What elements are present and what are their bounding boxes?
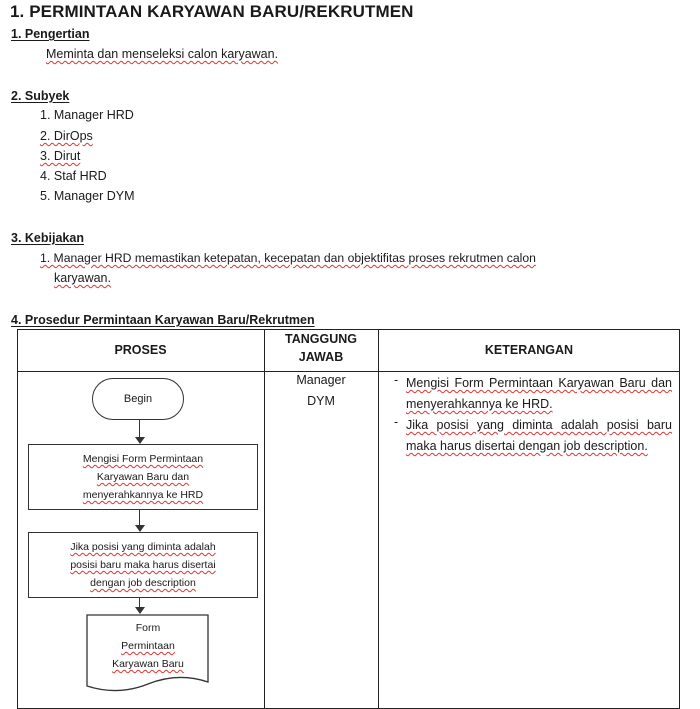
flow-begin-terminator: Begin — [92, 378, 184, 420]
pj-line1: Manager — [296, 373, 346, 387]
flow-step-mengisi-form: Mengisi Form Permintaan Karyawan Baru dan menyerahkannya ke HRD — [28, 444, 258, 510]
keterangan-item: Jika posisi yang diminta adalah posisi baru maka harus disertai dengan job description. — [406, 418, 672, 453]
section-pengertian-heading: 1. Pengertian — [11, 27, 90, 41]
table-header-divider — [17, 371, 680, 372]
subyek-item: 2. DirOps — [40, 129, 93, 143]
header-tanggung-jawab-line2: JAWAB — [298, 350, 344, 364]
document-title: 1. PERMINTAAN KARYAWAN BARU/REKRUTMEN — [10, 2, 414, 21]
section-kebijakan-heading: 3. Kebijakan — [11, 231, 84, 245]
header-keterangan: KETERANGAN — [484, 343, 574, 357]
section-subyek-heading: 2. Subyek — [11, 89, 70, 103]
header-tanggung-jawab: TANGGUNG — [285, 332, 357, 346]
flow-step-job-description: Jika posisi yang diminta adalah posisi baru maka harus disertai dengan job description — [28, 532, 258, 598]
pj-line2: DYM — [307, 394, 335, 408]
keterangan-item: Mengisi Form Permintaan Karyawan Baru dan menyerahkannya ke HRD. — [406, 376, 672, 411]
ket-bullet: - — [394, 415, 399, 429]
kebijakan-item-continuation: karyawan. — [54, 271, 111, 285]
subyek-item: 1. Manager HRD — [40, 108, 134, 122]
header-proses: PROSES — [114, 343, 167, 357]
arrow-down-icon — [135, 607, 145, 614]
kebijakan-item: 1. Manager HRD memastikan ketepatan, kecepatan dan objektifitas proses rekrutmen calon — [40, 251, 536, 265]
table-divider — [378, 329, 379, 709]
arrow-down-icon — [135, 525, 145, 532]
section-pengertian-text: Meminta dan menseleksi calon karyawan. — [46, 47, 279, 61]
subyek-item: 5. Manager DYM — [40, 189, 135, 203]
subyek-item: 4. Staf HRD — [40, 169, 107, 183]
arrow-down-icon — [135, 437, 145, 444]
subyek-item: 3. Dirut — [40, 149, 81, 163]
ket-bullet: - — [394, 373, 399, 387]
flow-document-label: Form Permintaan Karyawan Baru — [112, 622, 184, 670]
section-prosedur-heading: 4. Prosedur Permintaan Karyawan Baru/Rekrutmen — [11, 313, 315, 327]
